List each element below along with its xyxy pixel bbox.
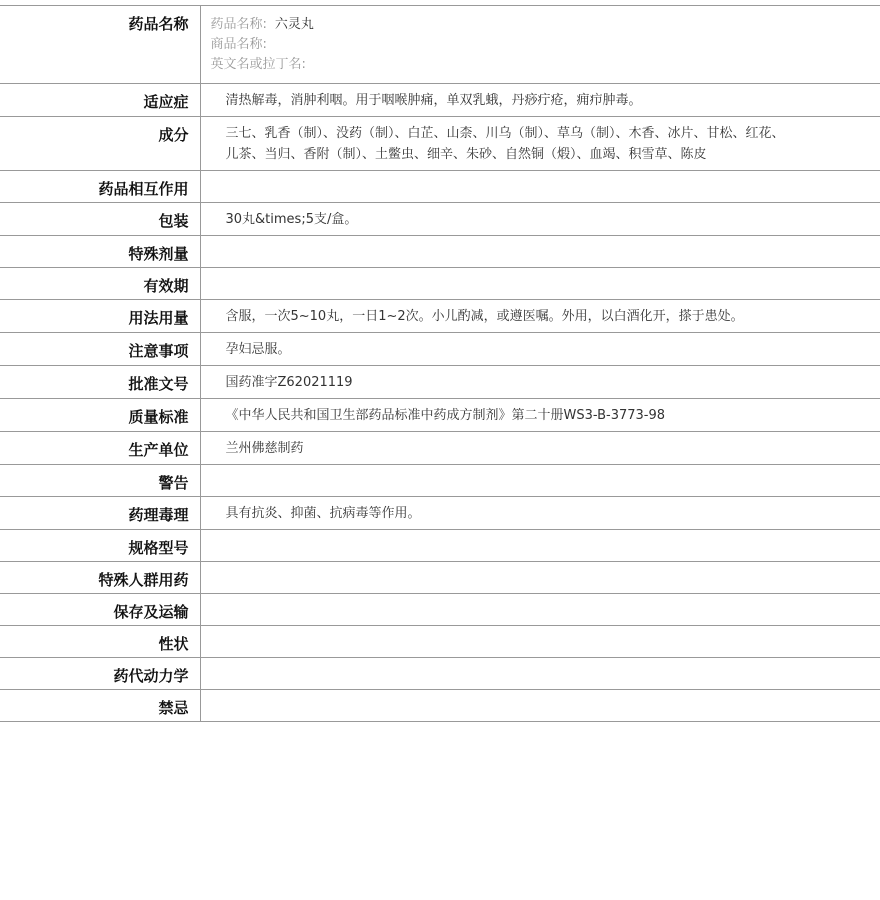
row-quality-standard xyxy=(0,399,880,432)
value-special-dosage xyxy=(200,236,880,268)
value-storage-transport xyxy=(200,594,880,626)
drug-name-key: 药品名称: xyxy=(210,17,267,32)
value-ingredients: 三七、乳香（制）、没药（制）、白芷、山柰、川乌（制）、草乌（制）、木香、冰片、甘松、红花、儿茶、当归、香附（制）、土鳖虫、细辛、朱砂、自然铜（煅）、血竭、积雪草、陈皮 xyxy=(200,117,880,171)
label-pharmacokinetics: 药代动力学 xyxy=(0,658,200,690)
row-drug-interactions xyxy=(0,171,880,203)
row-storage-transport xyxy=(0,594,880,626)
row-contraindications xyxy=(0,690,880,722)
value-warning xyxy=(200,465,880,497)
label-specification: 规格型号 xyxy=(0,530,200,562)
value-pharmacokinetics xyxy=(200,658,880,690)
row-packaging xyxy=(0,203,880,236)
value-pharmacology: 具有抗炎、抑菌、抗病毒等作用。 xyxy=(200,497,880,530)
row-special-dosage xyxy=(0,236,880,268)
label-packaging: 包装 xyxy=(0,203,200,236)
row-specification xyxy=(0,530,880,562)
trade-name-key: 商品名称: xyxy=(210,37,267,52)
english-name-key: 英文名或拉丁名: xyxy=(210,57,306,72)
value-packaging: 30丸&times;5支/盒。 xyxy=(200,203,880,236)
label-contraindications: 禁忌 xyxy=(0,690,200,722)
row-pharmacology xyxy=(0,497,880,530)
row-pharmacokinetics xyxy=(0,658,880,690)
label-appearance: 性状 xyxy=(0,626,200,658)
row-manufacturer xyxy=(0,432,880,465)
value-drug-interactions xyxy=(200,171,880,203)
row-special-populations xyxy=(0,562,880,594)
row-warning xyxy=(0,465,880,497)
label-drug-name: 药品名称 xyxy=(0,6,200,84)
label-expiry: 有效期 xyxy=(0,268,200,300)
drug-info-table xyxy=(0,5,880,722)
label-dosage-usage: 用法用量 xyxy=(0,300,200,333)
value-approval-number: 国药准字Z62021119 xyxy=(200,366,880,399)
value-expiry xyxy=(200,268,880,300)
value-special-populations xyxy=(200,562,880,594)
label-quality-standard: 质量标准 xyxy=(0,399,200,432)
english-name-line xyxy=(211,55,871,75)
value-manufacturer: 兰州佛慈制药 xyxy=(200,432,880,465)
row-drug-name xyxy=(0,6,880,84)
trade-name-line xyxy=(211,35,871,55)
row-dosage-usage xyxy=(0,300,880,333)
label-drug-interactions: 药品相互作用 xyxy=(0,171,200,203)
row-expiry xyxy=(0,268,880,300)
drug-name-value: 六灵丸 xyxy=(274,17,314,32)
label-special-dosage: 特殊剂量 xyxy=(0,236,200,268)
label-special-populations: 特殊人群用药 xyxy=(0,562,200,594)
label-indications: 适应症 xyxy=(0,84,200,117)
value-contraindications xyxy=(200,690,880,722)
value-drug-name xyxy=(200,6,880,84)
label-warning: 警告 xyxy=(0,465,200,497)
value-dosage-usage: 含服，一次5~10丸，一日1~2次。小儿酌减，或遵医嘱。外用，以白酒化开，搽于患处。 xyxy=(200,300,880,333)
label-manufacturer: 生产单位 xyxy=(0,432,200,465)
value-specification xyxy=(200,530,880,562)
label-ingredients: 成分 xyxy=(0,117,200,171)
value-quality-standard: 《中华人民共和国卫生部药品标准中药成方制剂》第二十册WS3-B-3773-98 xyxy=(200,399,880,432)
label-approval-number: 批准文号 xyxy=(0,366,200,399)
value-precautions: 孕妇忌服。 xyxy=(200,333,880,366)
row-appearance xyxy=(0,626,880,658)
row-ingredients xyxy=(0,117,880,171)
drug-name-line xyxy=(211,15,871,35)
value-appearance xyxy=(200,626,880,658)
label-storage-transport: 保存及运输 xyxy=(0,594,200,626)
row-approval-number xyxy=(0,366,880,399)
label-pharmacology: 药理毒理 xyxy=(0,497,200,530)
label-precautions: 注意事项 xyxy=(0,333,200,366)
row-precautions xyxy=(0,333,880,366)
row-indications xyxy=(0,84,880,117)
value-indications: 清热解毒，消肿利咽。用于咽喉肿痛，单双乳蛾，丹痧疔疮，痈疖肿毒。 xyxy=(200,84,880,117)
